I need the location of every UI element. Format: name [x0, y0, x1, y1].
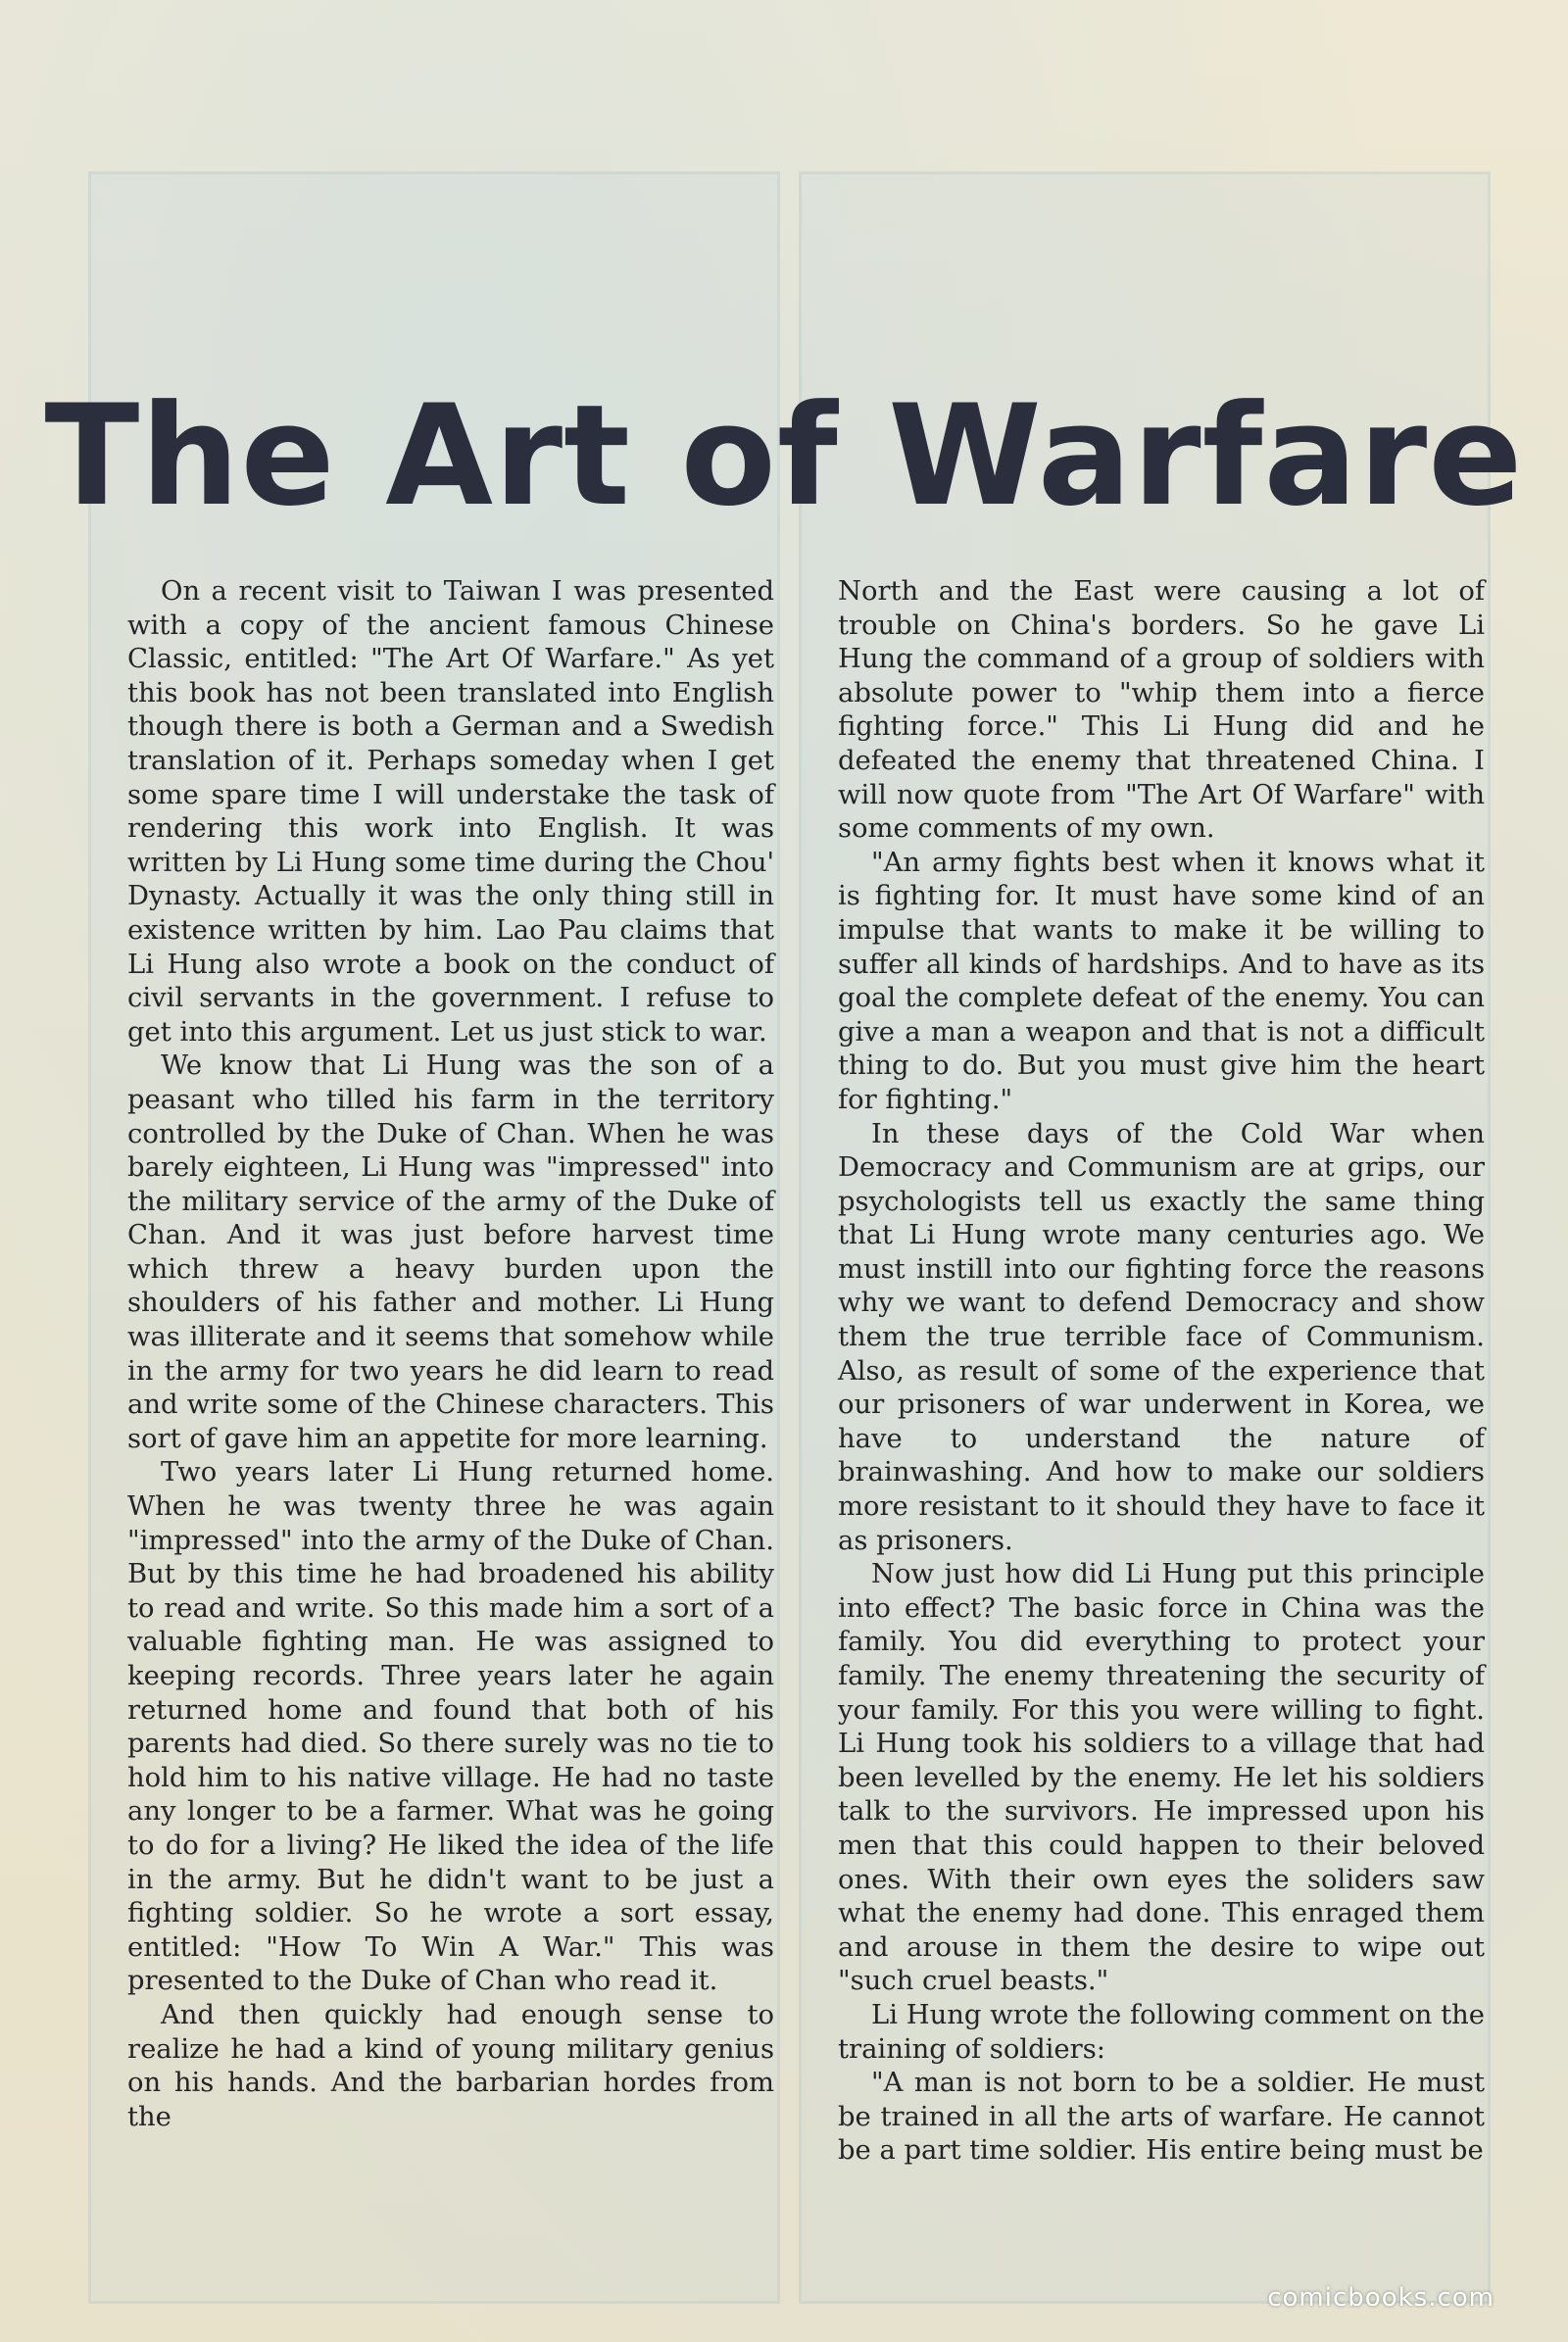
- article-title: The Art of Warfare: [44, 375, 1524, 538]
- paragraph: In these days of the Cold War when Democracy and Communism are at grips, our psychologists tell us exactly the same thing that Li Hung wrote many centuries ago. We must instill into our fighting force the reasons why we want to defend Democracy and show them the true terrible face of Communism. Also, as result of some of the experience that our prisoners of war underwent in Korea, we have to understand the nature of brainwashing. And how to make our soldiers more resistant to it should they have to face it as prisoners.: [838, 1118, 1485, 1556]
- right-column: [838, 575, 1485, 2169]
- paragraph: Li Hung wrote the following comment on the training of soldiers:: [838, 1999, 1485, 2065]
- paragraph: "A man is not born to be a soldier. He must be trained in all the arts of warfare. He cannot be a part time soldier. His entire being must be: [838, 2068, 1485, 2167]
- left-column: [127, 575, 774, 2134]
- watermark-text: comicbooks.com: [1267, 2283, 1494, 2313]
- paragraph: Two years later Li Hung returned home. When he was twenty three he was again "impressed" into the army of the Duke of Chan. But by this time he had broadened his ability to read and write. So this made him a sort of a valuable fighting man. He was assigned to keeping records. Three years later he again returned home and found that both of his parents had died. So there surely was no tie to hold him to his native village. He had no taste any longer to be a farmer. What was he going to do for a living? He liked the idea of the life in the army. But he didn't want to be just a fighting soldier. So he wrote a sort essay, entitled: "How To Win A War." This was presented to the Duke of Chan who read it.: [127, 1457, 774, 1997]
- paragraph: Now just how did Li Hung put this principle into effect? The basic force in China was the family. You did everything to protect your family. The enemy threatening the security of your family. For this you were willing to fight. Li Hung took his soldiers to a village that had been levelled by the enemy. He let his soldiers talk to the survivors. He impressed upon his men that this could happen to their beloved ones. With their own eyes the soliders saw what the enemy had done. This enraged them and arouse in them the desire to wipe out "such cruel beasts.": [838, 1559, 1485, 1997]
- paragraph: We know that Li Hung was the son of a peasant who tilled his farm in the territory controlled by the Duke of Chan. When he was barely eighteen, Li Hung was "impressed" into the military service of the army of the Duke of Chan. And it was just before harvest time which threw a heavy burden upon the shoulders of his father and mother. Li Hung was illiterate and it seems that somehow while in the army for two years he did learn to read and write some of the Chinese characters. This sort of gave him an appetite for more learning.: [127, 1050, 774, 1454]
- paragraph: "An army fights best when it knows what it is fighting for. It must have some kind of an impulse that wants to make it be willing to suffer all kinds of hardships. And to have as its goal the complete defeat of the enemy. You can give a man a weapon and that is not a difficult thing to do. But you must give him the heart for fighting.": [838, 847, 1485, 1115]
- paragraph: On a recent visit to Taiwan I was presented with a copy of the ancient famous Chinese Classic, entitled: "The Art Of Warfare." As yet this book has not been translated into English though there is both a German and a Swedish translation of it. Perhaps someday when I get some spare time I will understake the task of rendering this work into English. It was written by Li Hung some time during the Chou' Dynasty. Actually it was the only thing still in existence written by him. Lao Pau claims that Li Hung also wrote a book on the conduct of civil servants in the government. I refuse to get into this argument. Let us just stick to war.: [127, 576, 774, 1048]
- paragraph: And then quickly had enough sense to realize he had a kind of young military genius on his hands. And the barbarian hordes from the: [127, 1999, 774, 2132]
- paragraph: North and the East were causing a lot of trouble on China's borders. So he gave Li Hung the command of a group of soldiers with absolute power to "whip them into a fierce fighting force." This Li Hung did and he defeated the enemy that threatened China. I will now quote from "The Art Of Warfare" with some comments of my own.: [838, 576, 1485, 845]
